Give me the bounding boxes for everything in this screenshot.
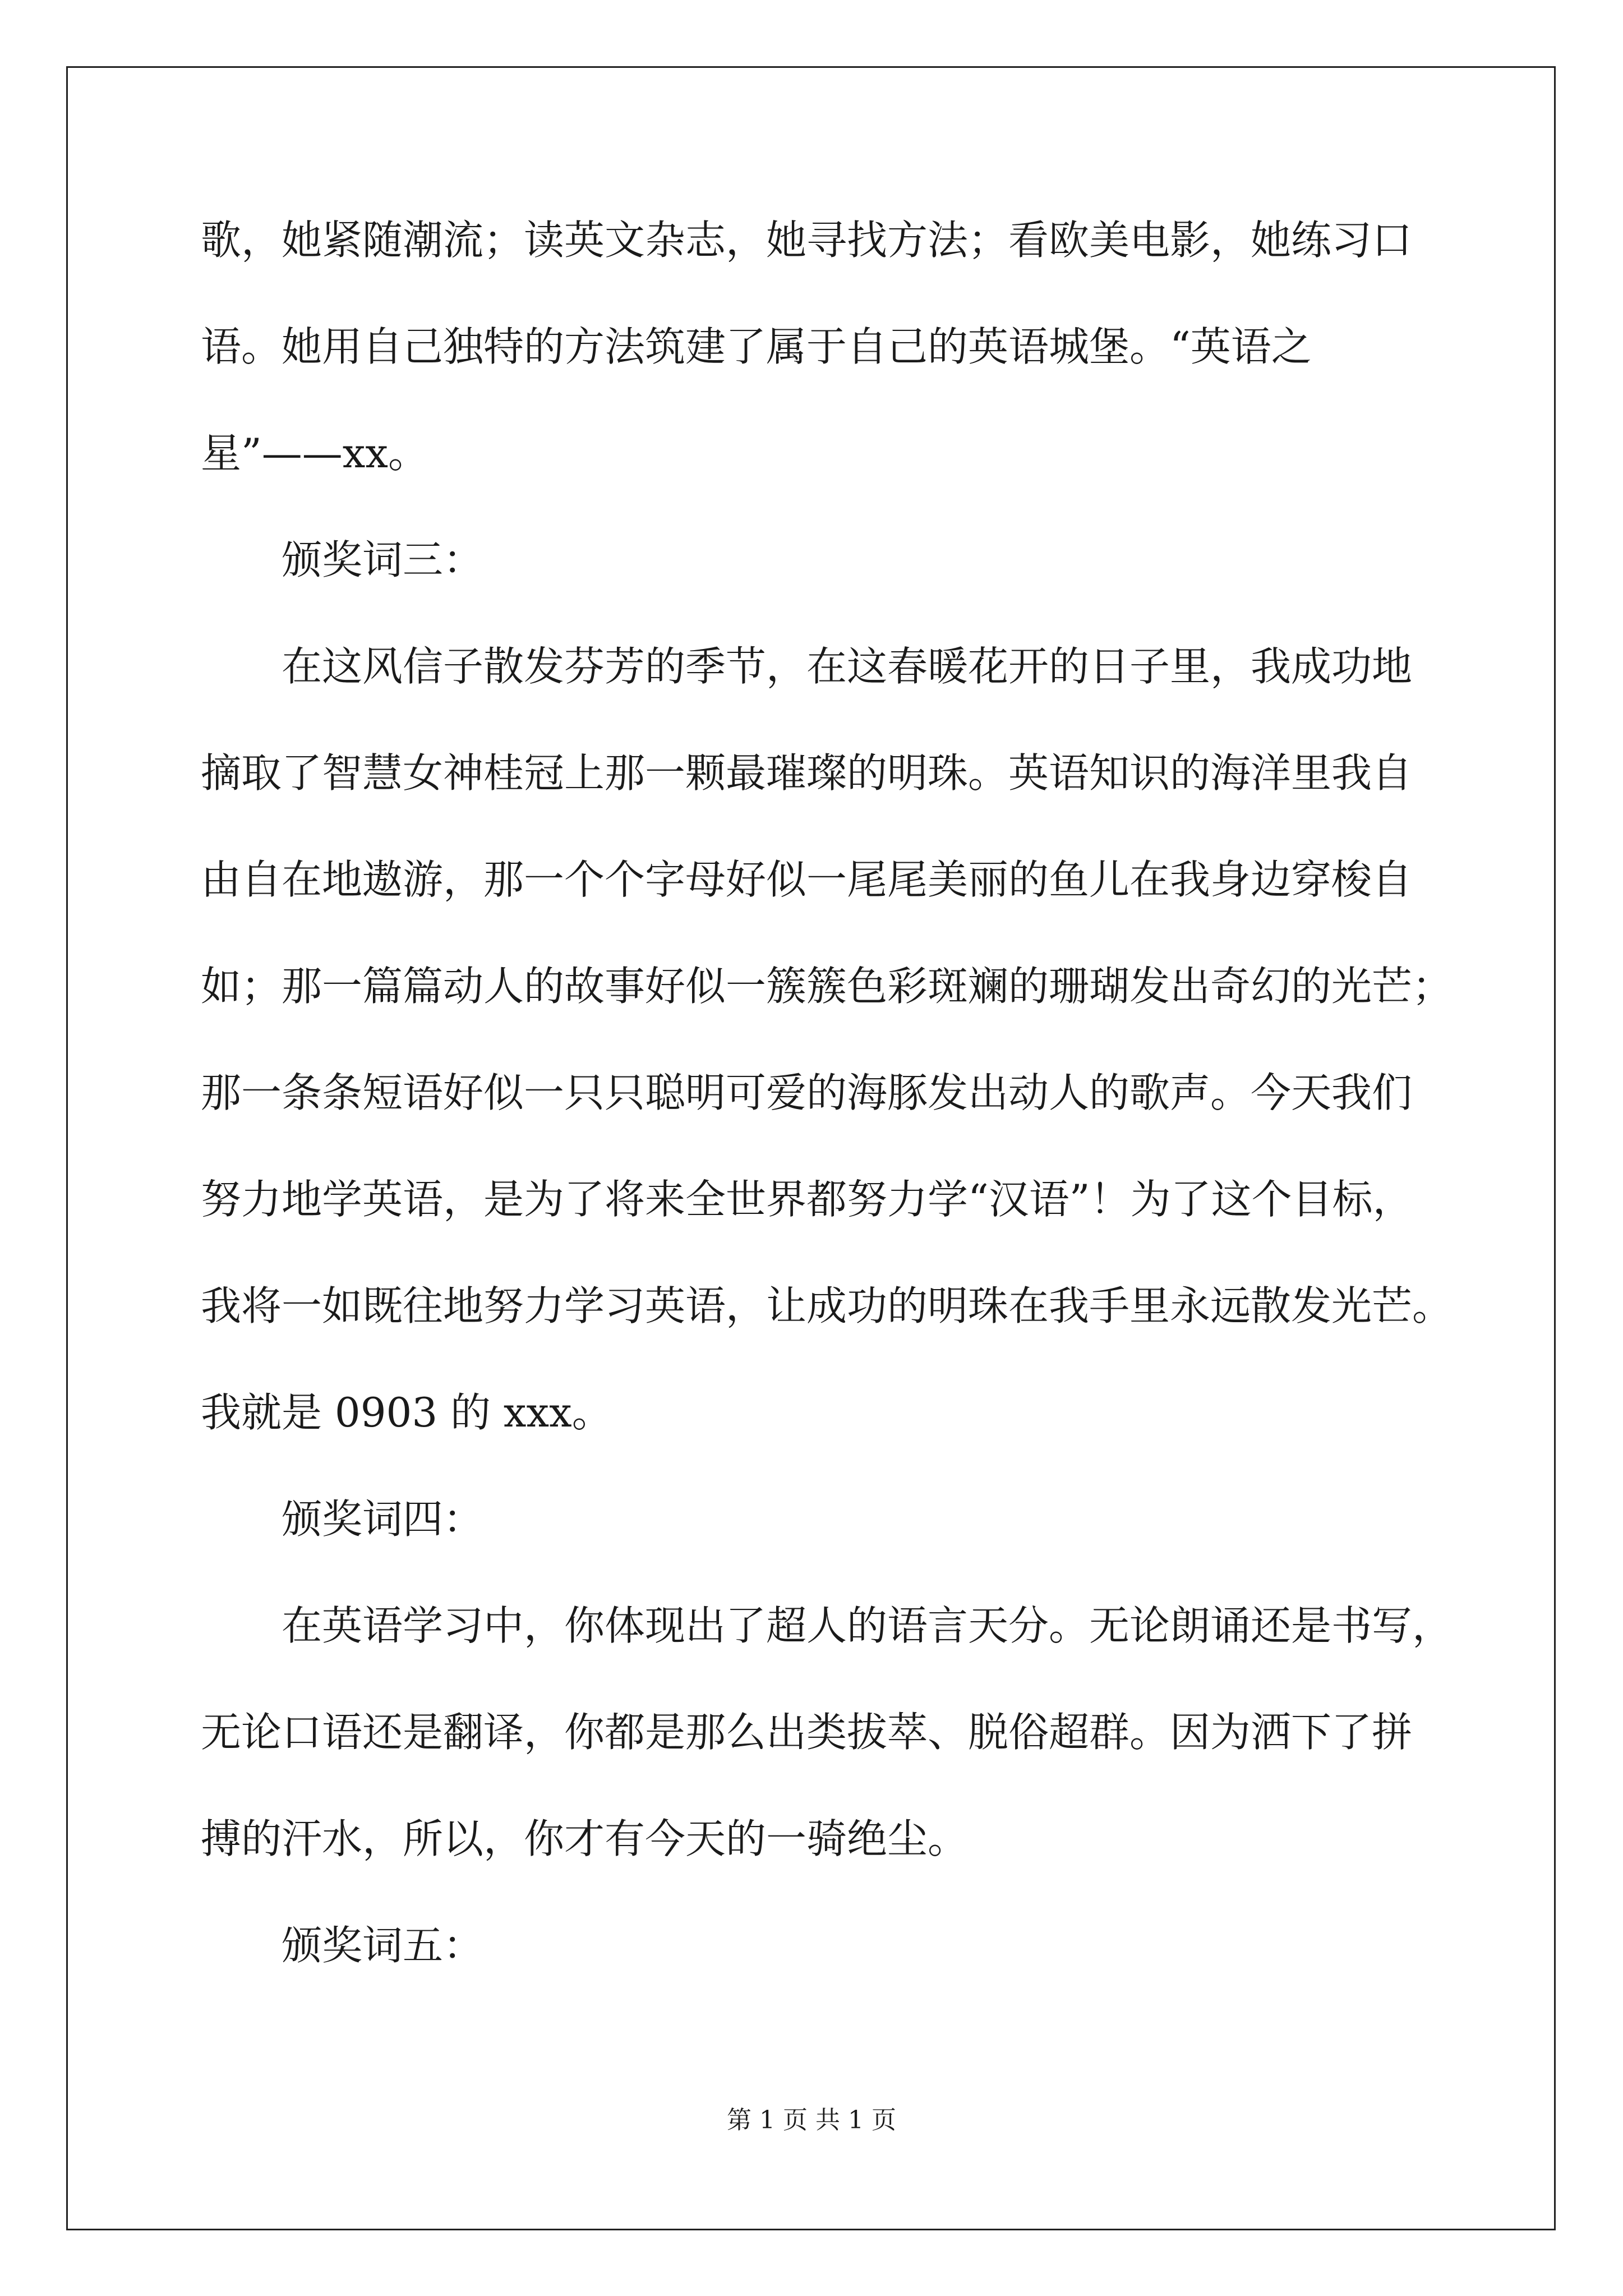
section-heading: 颁奖词四：: [282, 1496, 484, 1543]
paragraph-line: 那一条条短语好似一只只聪明可爱的海豚发出动人的歌声。今天我们: [201, 1069, 1413, 1116]
paragraph-line: 努力地学英语，是为了将来全世界都努力学“汉语”！为了这个目标，: [201, 1176, 1413, 1223]
paragraph-line: 星”——xx。: [201, 430, 429, 477]
paragraph-line: 如；那一篇篇动人的故事好似一簇簇色彩斑斓的珊瑚发出奇幻的光芒；: [201, 963, 1453, 1010]
paragraph-line: 在这风信子散发芬芳的季节，在这春暖花开的日子里，我成功地: [282, 643, 1413, 690]
paragraph-line: 在英语学习中，你体现出了超人的语言天分。无论朗诵还是书写，: [282, 1602, 1453, 1649]
paragraph-line: 搏的汗水，所以，你才有今天的一骑绝尘。: [201, 1815, 969, 1862]
paragraph-line: 由自在地遨游，那一个个字母好似一尾尾美丽的鱼儿在我身边穿梭自: [201, 856, 1413, 903]
paragraph-line: 我将一如既往地努力学习英语，让成功的明珠在我手里永远散发光芒。: [201, 1282, 1453, 1329]
paragraph-line: 无论口语还是翻译，你都是那么出类拔萃、脱俗超群。因为洒下了拼: [201, 1709, 1413, 1756]
paragraph-line: 我就是 0903 的 xxx。: [201, 1389, 612, 1436]
paragraph-line: 歌，她紧随潮流；读英文杂志，她寻找方法；看欧美电影，她练习口: [201, 217, 1413, 264]
page-border: [66, 66, 1556, 2230]
page-footer: 第 1 页 共 1 页: [727, 2106, 896, 2134]
section-heading: 颁奖词五：: [282, 1922, 484, 1969]
paragraph-line: 语。她用自己独特的方法筑建了属于自己的英语城堡。“英语之: [201, 323, 1312, 370]
paragraph-line: 摘取了智慧女神桂冠上那一颗最璀璨的明珠。英语知识的海洋里我自: [201, 749, 1413, 797]
section-heading: 颁奖词三：: [282, 536, 484, 583]
